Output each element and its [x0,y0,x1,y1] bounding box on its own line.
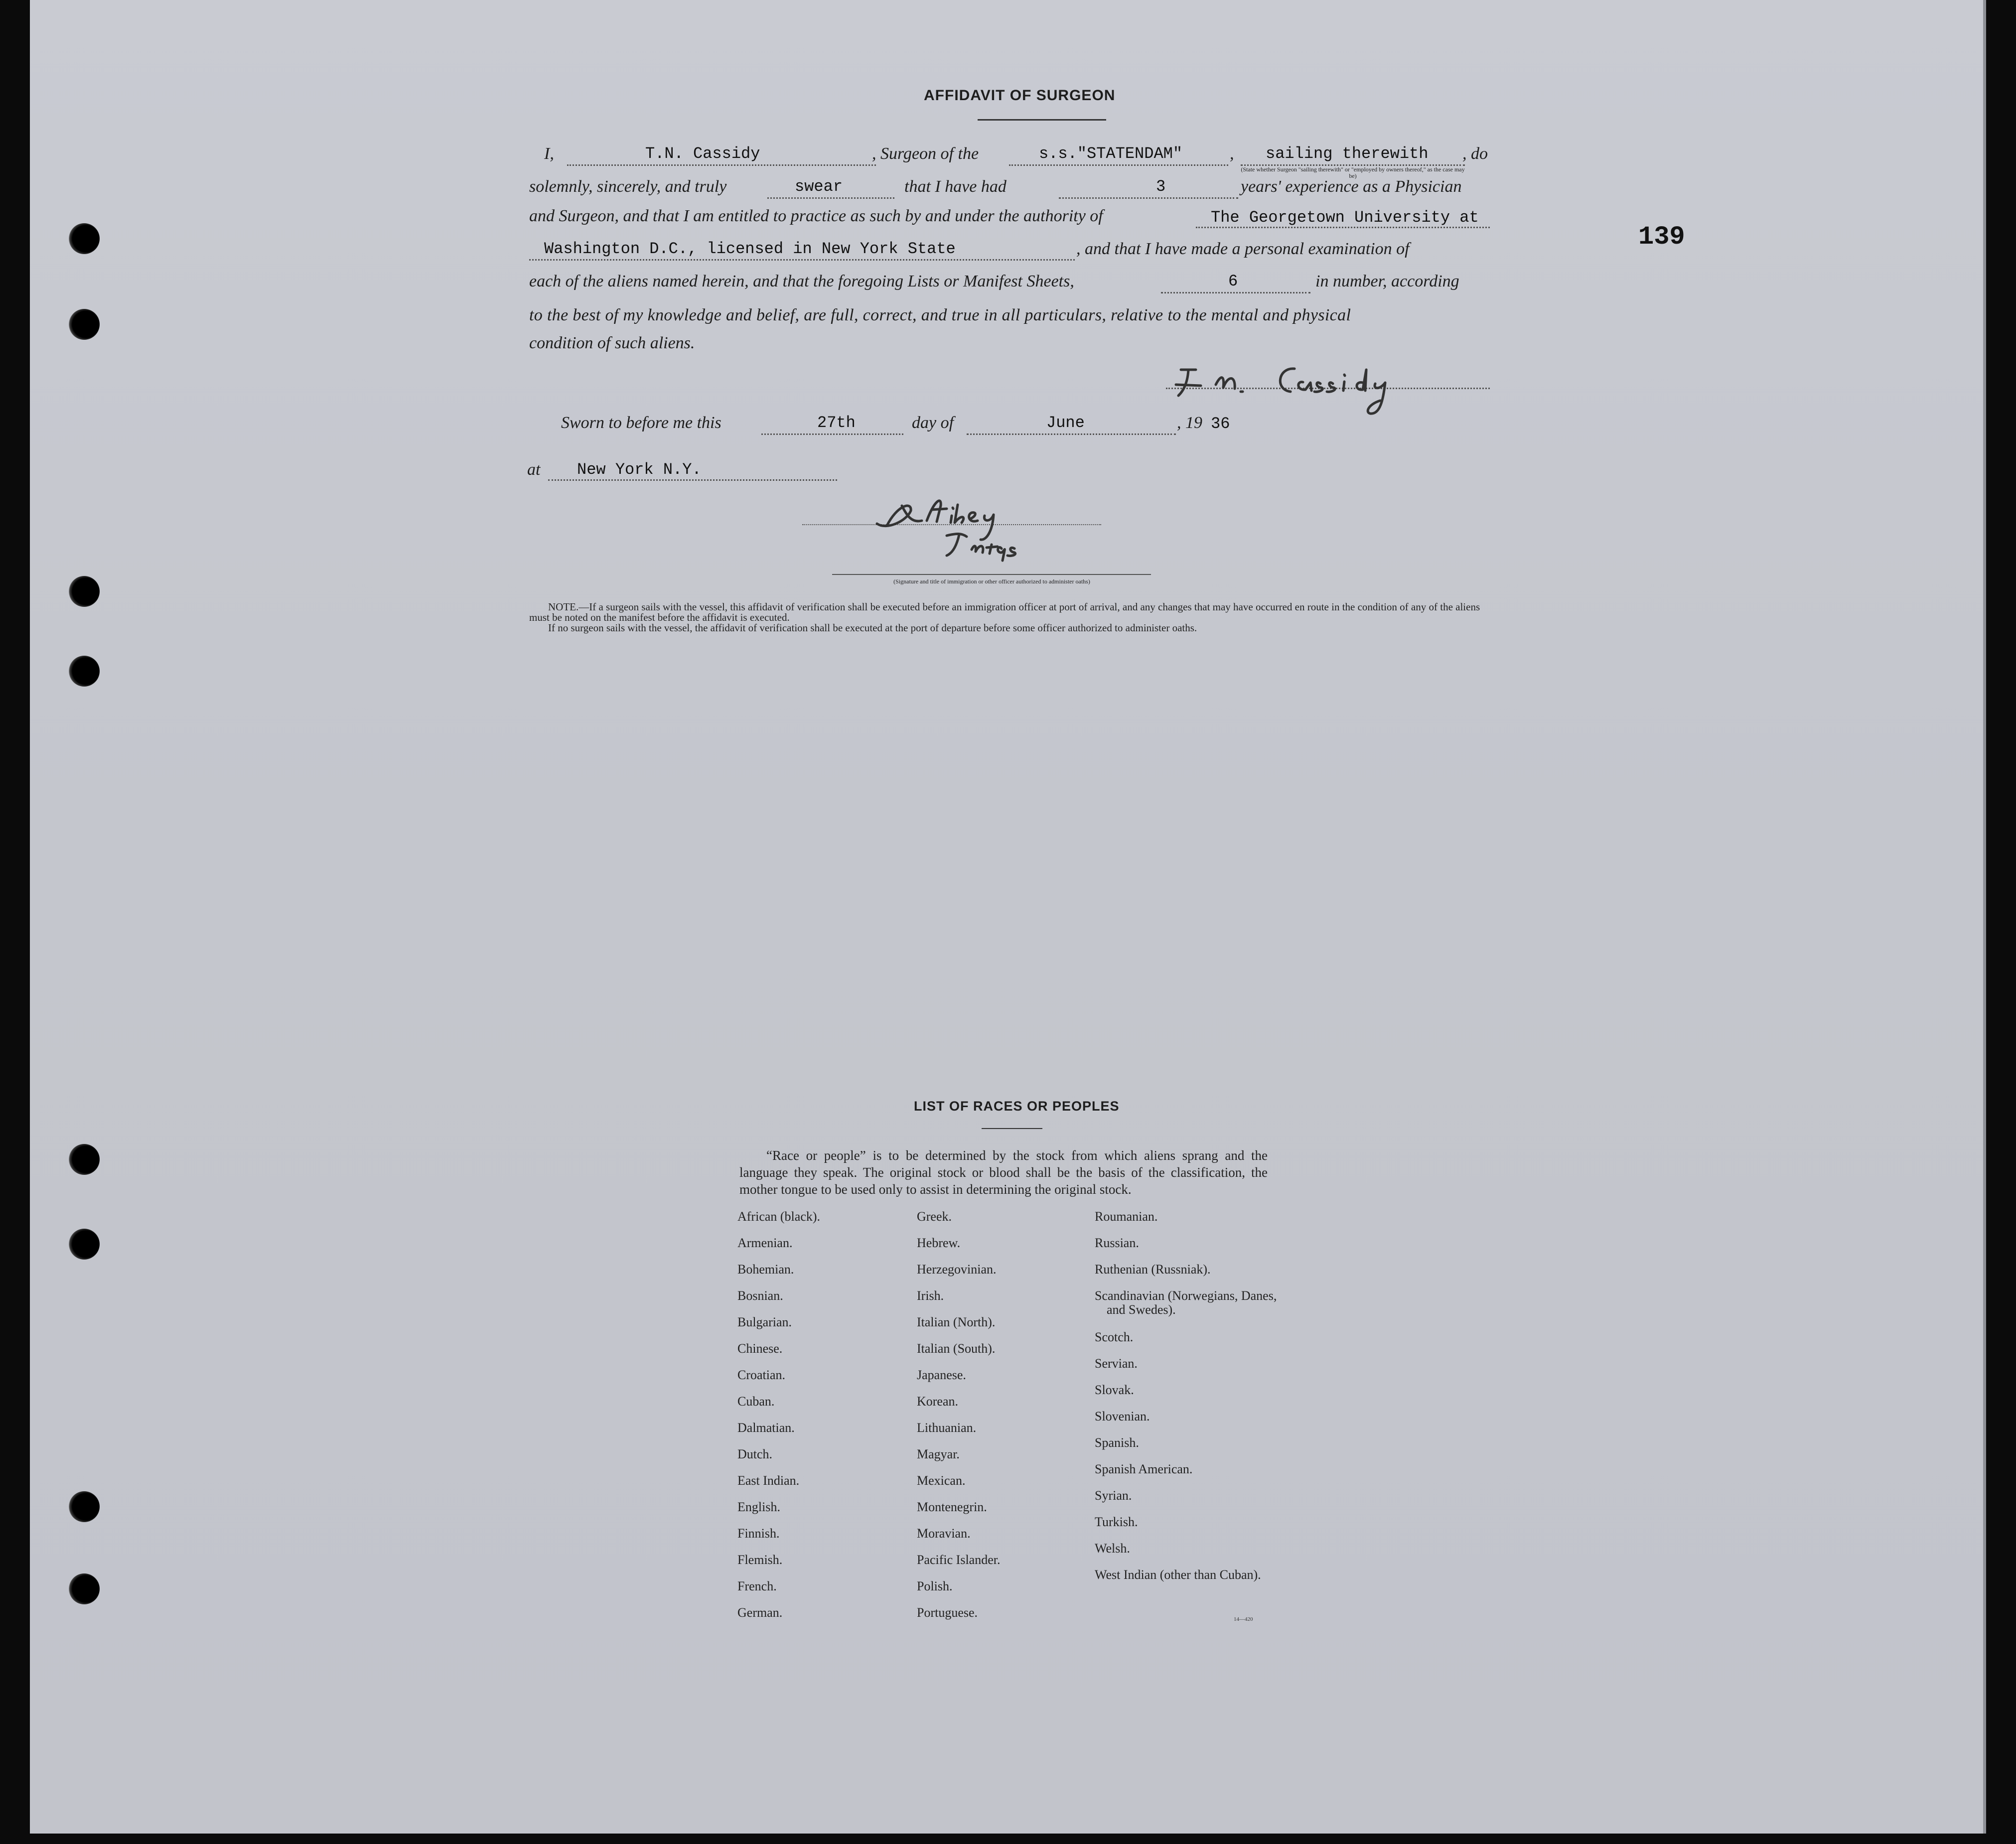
officer-signature [867,486,1086,570]
sworn-year: 36 [1211,415,1230,433]
binder-hole [69,656,100,687]
surgeon-signature [1166,340,1445,420]
race-item: Portuguese. [917,1605,978,1620]
race-item: Slovenian. [1095,1409,1150,1423]
race-item: Chinese. [737,1341,783,1356]
race-item: Irish. [917,1288,944,1303]
affidavit-line3: and Surgeon, and that I am entitled to practice as such by and under the authority of [529,207,1103,225]
place-prefix: at [527,460,541,479]
race-item: Bulgarian. [737,1315,792,1329]
race-item: Italian (North). [917,1315,996,1329]
affidavit-note-2: If no surgeon sails with the vessel, the affidavit of verification shall be executed at the port of departure before some officer authorized to administer oaths. [548,622,1197,634]
binder-hole [69,223,100,254]
race-item: Ruthenian (Russniak). [1095,1262,1211,1277]
race-item: Moravian. [917,1526,971,1541]
blank-line [967,433,1176,435]
manifest-sheets: 6 [1228,272,1238,290]
race-item: English. [737,1500,780,1514]
race-item: French. [737,1579,777,1593]
sworn-month: June [1046,414,1085,432]
race-item: Turkish. [1095,1515,1138,1529]
race-item: West Indian (other than Cuban). [1095,1567,1261,1582]
race-item: Dalmatian. [737,1420,795,1435]
form-number: 14—420 [1234,1616,1253,1622]
race-item: Cuban. [737,1394,775,1409]
affidavit-line2-mid: that I have had [904,177,1007,196]
binder-hole [69,1491,100,1522]
race-item: Spanish American. [1095,1462,1193,1476]
race-item: Spanish. [1095,1435,1139,1450]
race-item: Russian. [1095,1236,1139,1250]
race-item: Croatian. [737,1368,786,1382]
race-item: Magyar. [917,1447,960,1461]
sworn-day: 27th [817,414,856,432]
blank-line [1059,197,1238,199]
race-item: Dutch. [737,1447,773,1461]
sworn-prefix: Sworn to before me this [561,414,721,432]
affidavit-line1-mid: , Surgeon of the [872,144,979,163]
authority-continued: Washington D.C., licensed in New York State [544,240,956,258]
affidavit-note-1: NOTE.—If a surgeon sails with the vessel, this affidavit of verification shall be executed before an immigration officer at port of arrival, and any changes that may have occurred en route in the condition of any of the aliens must be noted on the manifest before the affidavit is executed. [529,601,1480,623]
races-title-underline [982,1128,1042,1129]
binder-hole [69,1229,100,1260]
race-item: Pacific Islander. [917,1553,1001,1567]
race-item: Syrian. [1095,1488,1132,1503]
blank-line [1009,164,1228,166]
blank-line [1196,227,1490,228]
title-underline [978,119,1106,121]
page-number: 139 [1638,222,1685,252]
blank-line [548,479,837,481]
race-item: Scotch. [1095,1330,1134,1344]
oath-type: swear [795,177,843,196]
affidavit-line7: condition of such aliens. [529,334,695,352]
race-item: Italian (South). [917,1341,996,1356]
affidavit-line1-suffix: , do [1462,144,1488,163]
race-item: African (black). [737,1209,821,1224]
affidavit-line5-prefix: each of the aliens named herein, and that the foregoing Lists or Manifest Sheets, [529,272,1074,290]
race-item: Roumanian. [1095,1209,1158,1224]
race-item: Hebrew. [917,1236,961,1250]
race-item: East Indian. [737,1473,800,1488]
affidavit-line5-suffix: in number, according [1315,272,1459,290]
binder-hole [69,576,100,607]
race-item: Polish. [917,1579,953,1593]
blank-line [767,197,894,199]
binder-hole [69,1144,100,1175]
authority: The Georgetown University at [1211,208,1479,227]
binder-hole [69,1573,100,1604]
race-item: Scandinavian (Norwegians, Danes, and Swedes). [1095,1288,1277,1317]
affidavit-line1-prefix: I, [544,144,554,163]
race-item: Greek. [917,1209,952,1224]
race-item: Mexican. [917,1473,966,1488]
race-item: Welsh. [1095,1541,1130,1556]
blank-line [1161,292,1310,293]
race-item: German. [737,1605,783,1620]
affidavit-line2-prefix: solemnly, sincerely, and truly [529,177,727,196]
race-item: Lithuanian. [917,1420,977,1435]
officer-signature-line [832,574,1151,575]
year-prefix: , 19 [1177,414,1202,432]
race-item: Montenegrin. [917,1500,987,1514]
surgeon-capacity: sailing therewith [1266,144,1429,163]
blank-line [567,164,876,166]
affidavit-line2-suffix: years' experience as a Physician [1241,177,1462,196]
surgeon-name: T.N. Cassidy [645,144,760,163]
vessel-name: s.s."STATENDAM" [1039,144,1183,163]
binder-hole [69,309,100,340]
race-item: Bosnian. [737,1288,783,1303]
race-item: Finnish. [737,1526,780,1541]
day-of-label: day of [912,414,954,432]
race-item: Servian. [1095,1356,1138,1371]
affidavit-title: AFFIDAVIT OF SURGEON [924,87,1116,104]
race-item: Japanese. [917,1368,966,1382]
blank-line [529,259,1075,261]
race-item: Korean. [917,1394,959,1409]
race-item: Herzegovinian. [917,1262,997,1277]
years-experience: 3 [1156,177,1166,196]
sworn-place: New York N.Y. [577,460,702,479]
races-intro: “Race or people” is to be determined by the stock from which aliens sprang and the language they speak. The original stock or blood shall be the basis of the classification, the mother tongue to be used only to assist in determining the original stock. [739,1148,1268,1197]
races-title: LIST OF RACES OR PEOPLES [914,1099,1120,1114]
race-item: Flemish. [737,1553,783,1567]
race-item: Slovak. [1095,1383,1134,1397]
capacity-caption: (State whether Surgeon "sailing therewith" or "employed by owners thereof," as the case may be) [1241,166,1465,179]
blank-line [761,433,903,435]
affidavit-line4-suffix: , and that I have made a personal examination of [1076,240,1410,258]
officer-caption: (Signature and title of immigration or other officer authorized to administer oaths) [893,578,1090,585]
race-item: Armenian. [737,1236,793,1250]
race-item: Bohemian. [737,1262,794,1277]
comma: , [1230,144,1234,163]
affidavit-line6: to the best of my knowledge and belief, are full, correct, and true in all particulars, relative to the mental and physical [529,306,1351,324]
